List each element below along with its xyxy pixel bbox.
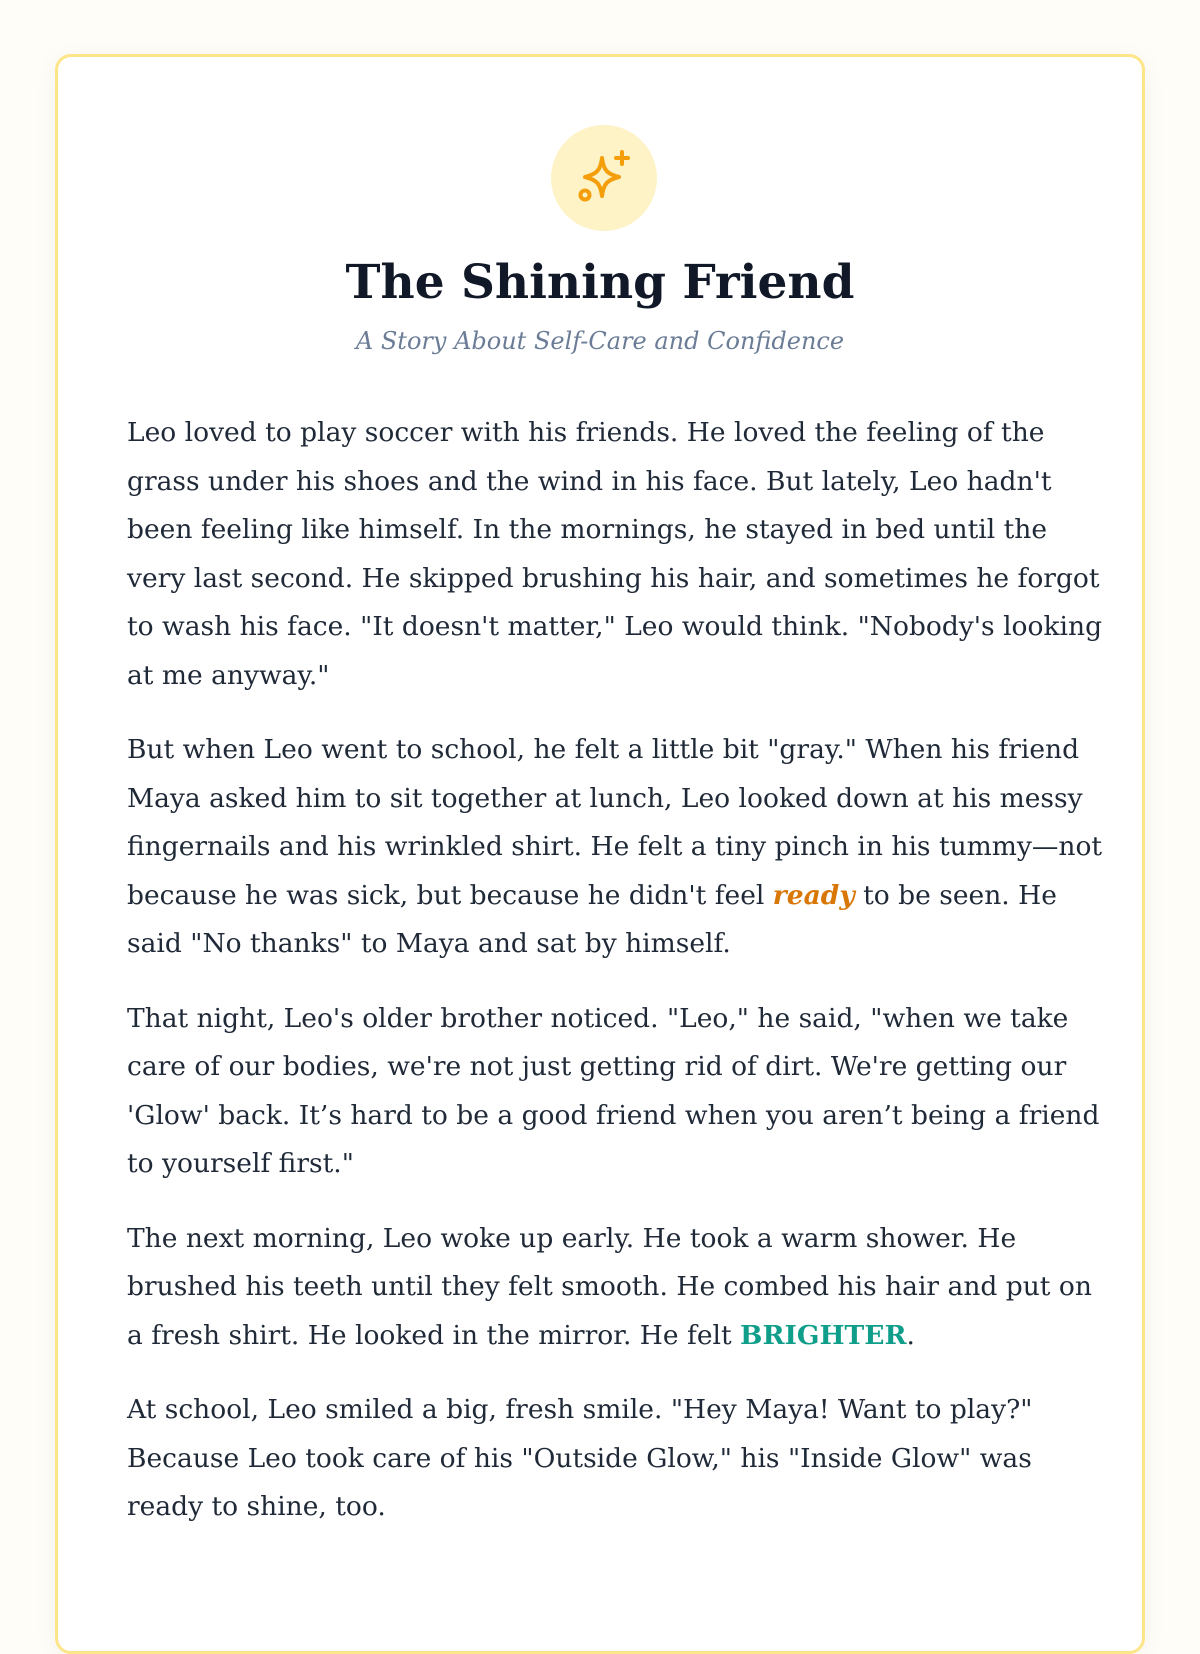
story-subtitle: A Story About Self-Care and Confidence — [355, 327, 845, 355]
story-paragraph-5: At school, Leo smiled a big, fresh smile. "Hey Maya! Want to play?" Because Leo took care of his "Outside Glow," his "Inside Glow" was ready to shine, too. — [127, 1394, 1033, 1522]
sparkles-icon-badge — [551, 125, 657, 231]
story-paragraph-3: That night, Leo's older brother noticed. "Leo," he said, "when we take care of our bodies, we're not just getting rid of dirt. We're getting our 'Glow' back. It’s hard to be a good friend when you aren’t being a friend to yourself first." — [127, 1002, 1100, 1179]
story-body — [127, 409, 1107, 1558]
paragraph-4-text-end: . — [906, 1319, 915, 1351]
highlight-ready: ready — [772, 879, 855, 911]
story-paragraph-4 — [127, 1215, 1107, 1361]
story-card — [55, 54, 1145, 1654]
paragraph-2-text-start: But when Leo went to school, he felt a little bit "gray." When his friend Maya asked him to sit together at lunch, Leo looked down at his messy fingernails and his wrinkled shirt. He felt a tiny pinch in his tummy—not because he was sick, but because he didn't feel — [127, 734, 1103, 911]
sparkles-icon — [572, 146, 636, 210]
highlight-brighter: BRIGHTER — [740, 1319, 907, 1351]
paragraph-4-text-start: The next morning, Leo woke up early. He took a warm shower. He brushed his teeth until they felt smooth. He combed his hair and put on a fresh shirt. He looked in the mirror. He felt — [127, 1222, 1092, 1351]
story-paragraph-1: Leo loved to play soccer with his friends. He loved the feeling of the grass under his shoes and the wind in his face. But lately, Leo hadn't been feeling like himself. In the mornings, he stayed in bed until the very last second. He skipped brushing his hair, and sometimes he forgot to wash his face. "It doesn't matter," Leo would think. "Nobody's looking at me anyway." — [127, 417, 1103, 691]
story-paragraph-2 — [127, 726, 1107, 969]
paragraph-2-text-end: to be seen. He said "No thanks" to Maya and sat by himself. — [127, 879, 1057, 959]
story-title: The Shining Friend — [345, 255, 855, 310]
